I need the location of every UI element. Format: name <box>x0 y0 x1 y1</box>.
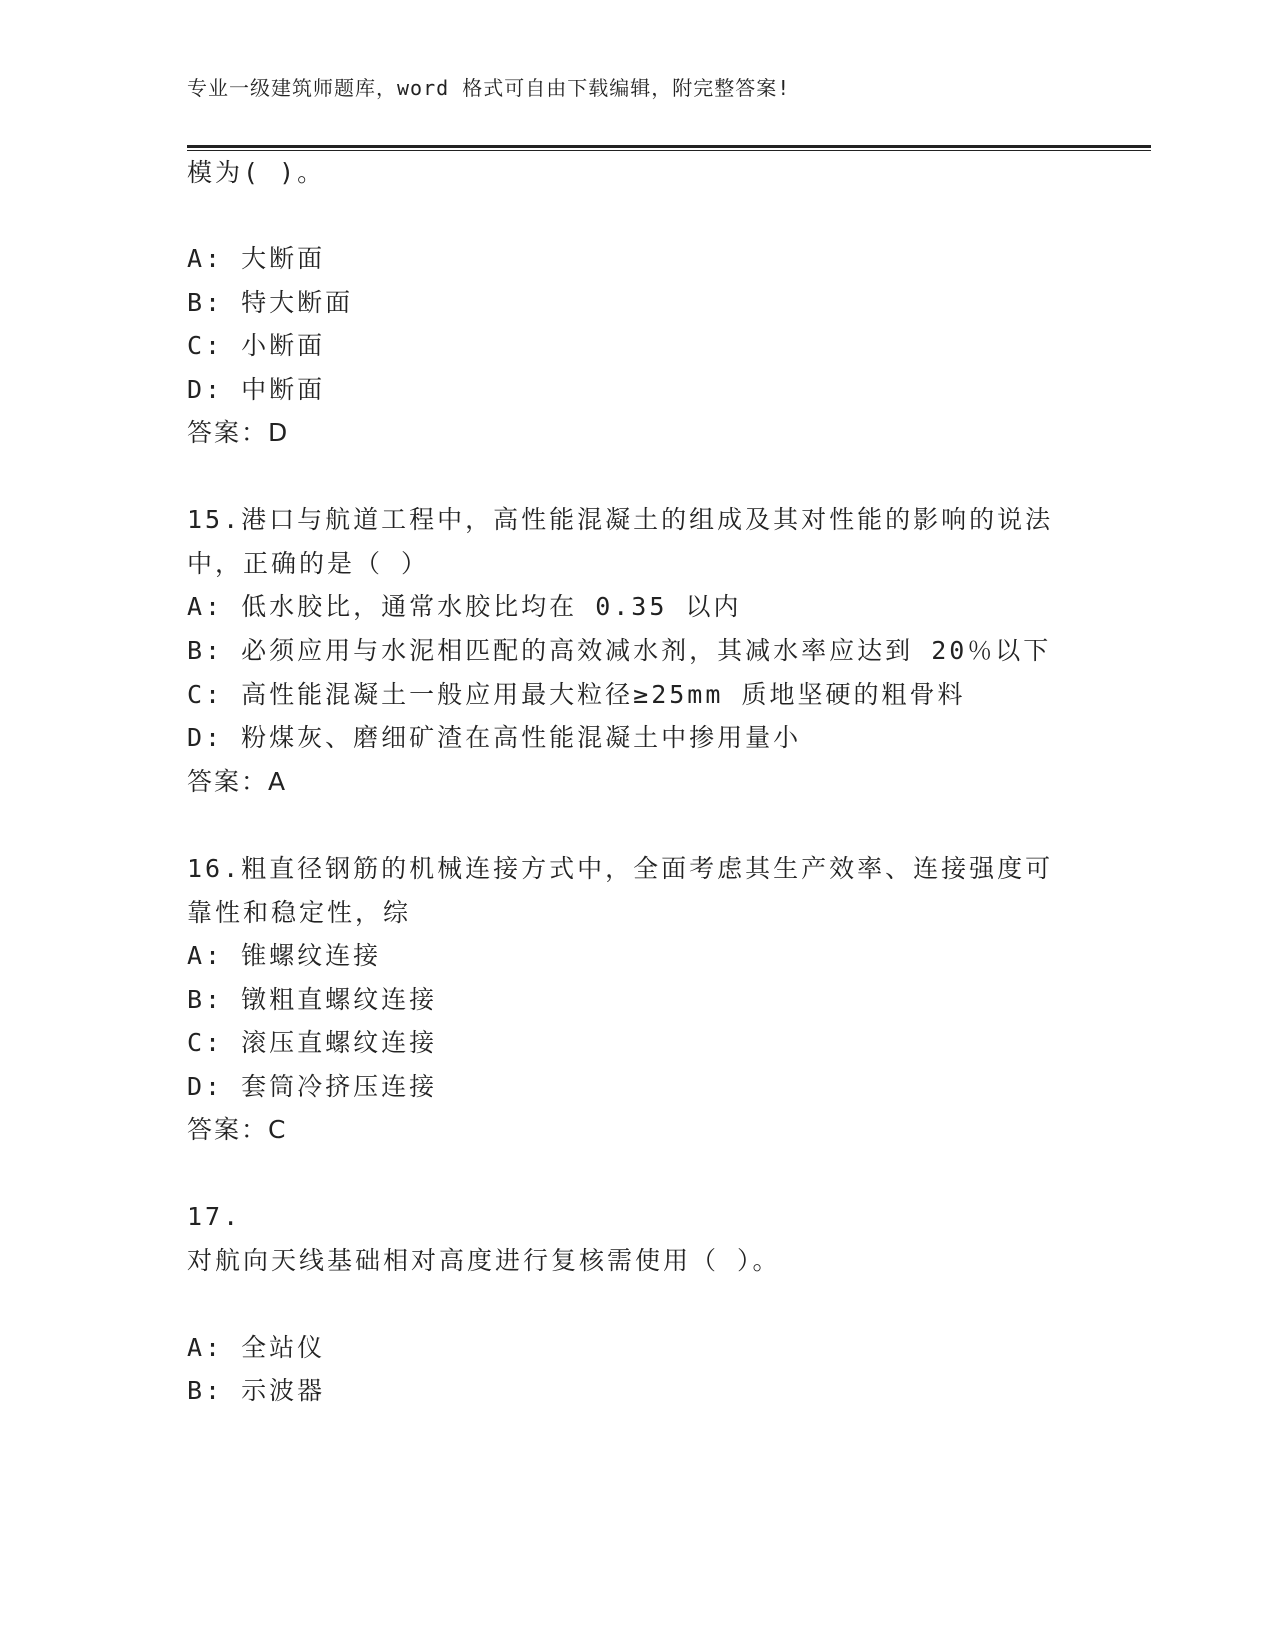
q17-stem: 对航向天线基础相对高度进行复核需使用（ ）。 <box>187 1246 781 1275</box>
page-header: 专业一级建筑师题库，word 格式可自由下载编辑，附完整答案! <box>187 76 791 100</box>
q16-stem-line1: 16.粗直径钢筋的机械连接方式中，全面考虑其生产效率、连接强度可 <box>187 854 1054 883</box>
q16-option-d: D: 套筒冷挤压连接 <box>187 1072 438 1101</box>
q14-option-a: A: 大断面 <box>187 244 326 273</box>
q14-option-d: D: 中断面 <box>187 375 326 404</box>
q16-answer: 答案：C <box>187 1115 288 1144</box>
q14-answer: 答案：D <box>187 418 290 447</box>
q16-stem-line2: 靠性和稳定性，综 <box>187 898 412 927</box>
q14-option-c: C: 小断面 <box>187 331 326 360</box>
q15-option-b: B: 必须应用与水泥相匹配的高效减水剂，其减水率应达到 20％以下 <box>187 636 1052 665</box>
q15-option-c: C: 高性能混凝土一般应用最大粒径≥25mm 质地坚硬的粗骨料 <box>187 680 966 709</box>
header-divider <box>187 145 1151 148</box>
q15-answer: 答案：A <box>187 767 288 796</box>
q15-stem-line1: 15.港口与航道工程中，高性能混凝土的组成及其对性能的影响的说法 <box>187 505 1054 534</box>
q14-stem: 模为( )。 <box>187 158 326 187</box>
q17-option-a: A: 全站仪 <box>187 1333 326 1362</box>
q15-option-a: A: 低水胶比，通常水胶比均在 0.35 以内 <box>187 592 742 621</box>
q15-option-d: D: 粉煤灰、磨细矿渣在高性能混凝土中掺用量小 <box>187 723 802 752</box>
q16-option-c: C: 滚压直螺纹连接 <box>187 1028 438 1057</box>
q15-stem-line2: 中，正确的是（ ） <box>187 549 430 578</box>
q16-option-b: B: 镦粗直螺纹连接 <box>187 985 438 1014</box>
q17-option-b: B: 示波器 <box>187 1376 326 1405</box>
q14-option-b: B: 特大断面 <box>187 288 354 317</box>
header-divider-thin <box>187 150 1151 151</box>
q17-number: 17. <box>187 1202 242 1231</box>
q16-option-a: A: 锥螺纹连接 <box>187 941 382 970</box>
